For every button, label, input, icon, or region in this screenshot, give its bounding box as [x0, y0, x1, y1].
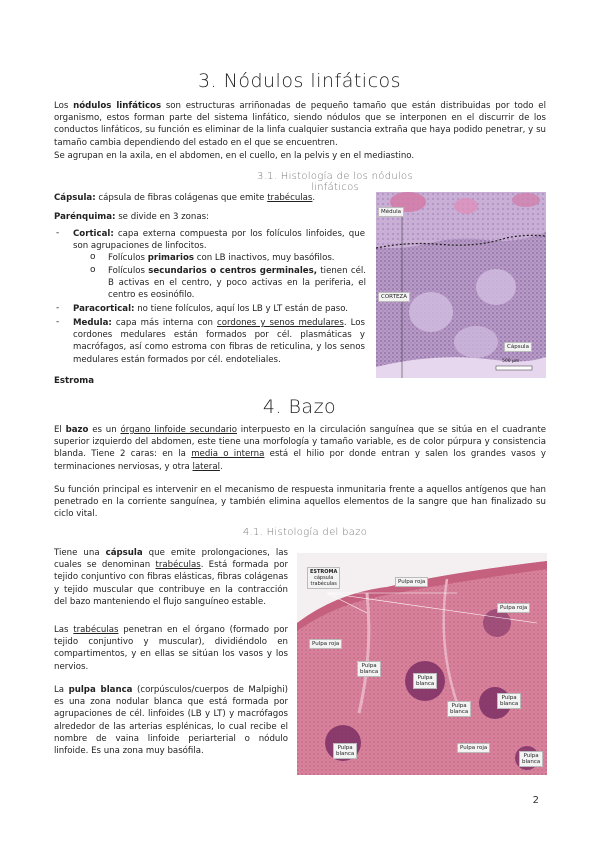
list-dash: -: [56, 303, 60, 313]
list-dash: -: [56, 317, 60, 327]
label-pulpa-roja-bottom: Pulpa roja: [457, 743, 490, 753]
label-pulpa-blanca-3: Pulpa blanca: [447, 701, 471, 717]
label-corteza: CORTEZA: [378, 292, 410, 302]
capsula-paragraph: Cápsula: cápsula de fibras colágenas que emite trabéculas.: [54, 193, 316, 203]
label-pulpa-blanca-5: Pulpa blanca: [333, 743, 357, 759]
medula-item: Medula: capa más interna con cordones y senos medulares. Los cordones medulares están formados por cél. plasmáticas y macrófagos, así como estroma con fibras de reticulina, y los senos medulares están formados por cél. endoteliales.: [73, 318, 365, 365]
intro-paragraph: Los nódulos linfáticos son estructuras arriñonadas de pequeño tamaño que están distribuidas por todo el organismo, estos forman parte del sistema linfático, siendo nódulos que se interponen en el discurrir de los conductos linfáticos, su función es eliminar de la linfa cualquier sustancia extraña que haya podido penetrar, y su tamaño cambia dependiendo del estado en el que se encuentren.: [54, 101, 546, 148]
subsection-title-histologia-bazo: 4.1. Histología del bazo: [242, 527, 368, 538]
list-dash: -: [56, 228, 60, 238]
pulpa-blanca-paragraph: La pulpa blanca (corpúsculos/cuerpos de Malpighi) es una zona nodular blanca que está formada por agrupaciones de cél. linfoides (LB y LT) y macrófagos alrededor de las arterias esplénicas, lo cual recibe el nombre de vaina linfoide periarterial o nódulo linfoide. Es una zona muy basófila.: [54, 685, 288, 757]
label-pulpa-roja-left: Pulpa roja: [309, 639, 342, 649]
label-pulpa-blanca-4: Pulpa blanca: [497, 693, 521, 709]
list-bullet: o: [90, 252, 96, 262]
lymph-node-histology-image: [376, 192, 546, 378]
label-scale: 500 µm: [502, 359, 520, 364]
cortical-item: Cortical: capa externa compuesta por los folículos linfoides, que son agrupaciones de linfocitos.: [73, 229, 365, 252]
label-pulpa-roja-right: Pulpa roja: [497, 603, 530, 613]
label-pulpa-blanca-6: Pulpa blanca: [519, 751, 543, 767]
label-pulpa-blanca-1: Pulpa blanca: [413, 673, 437, 689]
label-medula: Médula: [378, 207, 404, 217]
bazo-paragraph-2: Su función principal es intervenir en el mecanismo de respuesta inmunitaria frente a aquellos antígenos que han penetrado en la corriente sanguínea, y también elimina aquellos elementos de la sangre que han finalizado su ciclo vital.: [54, 485, 546, 520]
subsection-title-histologia-nodulos: 3.1. Histología de los nódulos linfáticos: [256, 171, 413, 193]
capsula-bazo-paragraph: Tiene una cápsula que emite prolongaciones, las cuales se denominan trabéculas. Está formada por tejido conjuntivo con fibras elásticas, fibras colágenas y tejido muscular que contribuye en la contracción del bazo manteniendo el flujo sanguíneo estable.: [54, 548, 288, 607]
paracortical-item: Paracortical: no tiene folículos, aquí los LB y LT están de paso.: [73, 304, 349, 314]
section-title-nodulos: 3. Nódulos linfáticos: [197, 70, 402, 92]
label-capsula: Cápsula: [504, 342, 532, 352]
label-estroma: ESTROMA cápsula trabéculas: [307, 567, 340, 589]
intro-paragraph-2: Se agrupan en la axila, en el abdomen, en el cuello, en la pelvis y en el mediastino.: [54, 151, 415, 161]
trabeculas-paragraph: Las trabéculas penetran en el órgano (formado por tejido conjuntivo y muscular), dividiéndolo en compartimentos, y en ellas se sitúan los vasos y los nervios.: [54, 625, 289, 672]
list-bullet: o: [90, 265, 96, 275]
label-pulpa-blanca-2: Pulpa blanca: [357, 661, 381, 677]
parenquima-paragraph: Parénquima: se divide en 3 zonas:: [54, 212, 210, 222]
section-title-bazo: 4. Bazo: [262, 396, 337, 418]
bazo-paragraph-1: El bazo es un órgano linfoide secundario interpuesto en la circulación sanguínea que se sitúa en el cuadrante superior izquierdo del abdomen, este tiene una morfología y tamaño variable, es de color púrpura y consistencia blanda. Tiene 2 caras: en la media o interna está el hilio por donde entran y salen los grandes vasos y terminaciones nerviosas, y otra lateral.: [54, 425, 546, 472]
estroma-heading: Estroma: [54, 376, 94, 386]
label-pulpa-roja-top: Pulpa roja: [395, 577, 428, 587]
foliculos-secundarios-item: Folículos secundarios o centros germinales, tienen cél. B activas en el centro, y poco activas en la periferia, el centro es eosinófilo.: [108, 266, 366, 301]
foliculos-primarios-item: Folículos primarios con LB inactivos, muy basófilos.: [108, 253, 335, 263]
page-number: 2: [532, 795, 539, 806]
spleen-histology-image: [297, 553, 547, 775]
